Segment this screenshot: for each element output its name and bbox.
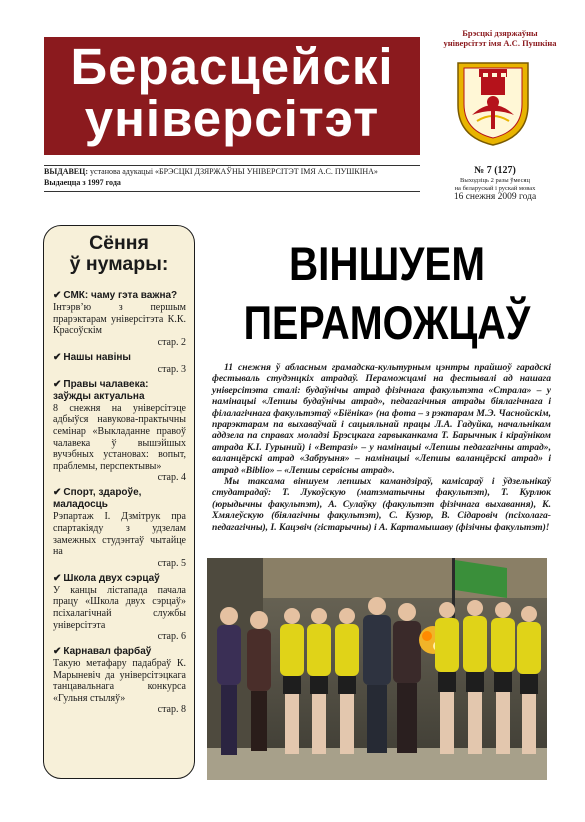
- contents-item-title: Правы чалавека: заўжды актуальна: [53, 378, 149, 402]
- issue-info: [420, 165, 570, 203]
- crest-icon: [455, 57, 531, 147]
- contents-item-page: стар. 5: [157, 557, 186, 569]
- publisher-label: ВЫДАВЕЦ:: [44, 167, 89, 176]
- contents-item-page: стар. 6: [157, 631, 186, 643]
- contents-item[interactable]: [53, 352, 186, 376]
- checkmark-icon: ✔: [53, 572, 62, 584]
- contents-item-desc: 8 снежня на універсітэце адбыўся навукова-практычны семінар «Выкладанне правоў чалавека ў вышэйшых вучэбных установах: вопыт, праблемы, перспектывы»: [53, 402, 186, 472]
- contents-item-title: Нашы навіны: [63, 351, 131, 363]
- contents-item-title: СМК: чаму гэта важна?: [63, 290, 178, 301]
- masthead-title-line2: універсітэт: [84, 90, 380, 147]
- publisher-text: установа адукацыі «БРЭСЦКІ ДЗЯРЖАЎНЫ УНІВЕРСІТЭТ ІМЯ А.С. ПУШКІНА»: [90, 167, 378, 176]
- header-rule-bottom: [44, 191, 420, 192]
- contents-item-page: стар. 4: [157, 472, 186, 484]
- issue-frequency: Выходзіць 2 разы ўмесяц: [460, 177, 530, 184]
- issue-number: № 7 (127): [474, 165, 516, 176]
- contents-item-desc: Такую метафару падабраў К. Марыневіч да універсітэцкага танцавальнага конкурса «Гульня стыляў»: [53, 658, 186, 704]
- group-photo: [207, 558, 547, 780]
- contents-item-desc: У канцы лістапада пачала працу «Школа двух сэрцаў» псіхалагічнай службы універсітэта: [53, 584, 186, 631]
- contents-list: [53, 290, 186, 719]
- headline-line1: ВІНШУЕМ: [288, 237, 485, 290]
- issue-languages: на беларускай і рускай мовах: [454, 184, 536, 192]
- contents-item-page: стар. 8: [157, 704, 186, 716]
- main-headline: [212, 238, 562, 349]
- publisher-line: [44, 167, 434, 177]
- publication-since: Выдаецца з 1997 года: [44, 178, 121, 187]
- article-text: [212, 362, 551, 533]
- masthead: [44, 37, 420, 155]
- contents-item-desc: Інтэрв’ю з першым прарэктарам універсітэта К.К. Красоўскім: [53, 302, 186, 337]
- contents-item-page: стар. 2: [157, 336, 186, 348]
- article-paragraph-1: 11 снежня ў абласным грамадска-культурным цэнтры прайшоў гарадскі фестываль студэнцкіх атрадаў. Пераможцамі на фестывалі ад нашага універсітэта сталі: будаўнічы атрад фізічнага факультэта «Страла» – у намінацыі «Лепшы будаўнічы атрад», педагагічныя атрады біялагічнага і філалагічнага факультэтаў «Біёніка» (на фота – з рэктарам М.Э. Часнойскім, прарэктарам па выхаваўчай і сацыяльнай працы Л.А. Гадуйка, начальнікам аддзела па справах моладзі Брэсцкага гарвыканкама Т. Барычнык і кіраўніком атрада К.І. Гурыний) і «Ветразі» – у намінацыі «Лепшы педагагічны атрад», валанцёрскі атрад «Забруыня» – намінацыі «Лепшы валанцёрскі атрад» і атрад «Biblio» – «Лепшы сервісны атрад».: [212, 362, 551, 476]
- contents-item-page: стар. 3: [157, 363, 186, 375]
- checkmark-icon: ✔: [53, 290, 62, 301]
- group-photo-illustration: [207, 558, 547, 780]
- headline-line2: ПЕРАМОЖЦАЎ: [243, 296, 531, 349]
- issue-date: 16 снежня 2009 года: [453, 192, 537, 202]
- contents-item-title: Школа двух сэрцаў: [63, 572, 160, 584]
- article-paragraph-2: Мы таксама віншуем лепшых камандзіраў, камісараў і ўдзельнікаў студатрадаў: Т. Лукоўскую (матэматычны факультэт), Т. Курлюк (юрыдычны факультэт), А. Сулаўку (факультэт фізічнага выхавання), К. Хмялеўскую (біялагічны факультэт), С. Кузюр, В. Сідаровіч (псіхолага-педагагічны), І. Кацэвіч (гістарычны) і А. Картамышаву (фізічны факультэт)!: [212, 476, 551, 533]
- sidebar-title-line2: ў нумары:: [69, 253, 169, 275]
- contents-item-title: Карнавал фарбаў: [63, 646, 152, 658]
- checkmark-icon: ✔: [53, 646, 62, 658]
- contents-sidebar: [43, 225, 195, 779]
- masthead-title-line1: Берасцейскі: [70, 38, 394, 95]
- header-rule-top: [44, 165, 420, 166]
- university-name-line2: універсітэт імя А.С. Пушкіна: [443, 38, 557, 48]
- contents-item[interactable]: [53, 573, 186, 643]
- university-crest-logo: [455, 57, 531, 147]
- sidebar-title-line1: Сёння: [89, 232, 149, 254]
- contents-item-title: Спорт, здароўе, маладосць: [53, 487, 142, 511]
- contents-item[interactable]: [53, 487, 186, 569]
- sidebar-title: [44, 233, 194, 275]
- checkmark-icon: ✔: [53, 487, 62, 499]
- contents-item[interactable]: [53, 379, 186, 485]
- checkmark-icon: ✔: [53, 378, 62, 390]
- checkmark-icon: ✔: [53, 351, 62, 363]
- university-name-line1: Брэсцкі дзяржаўны: [462, 28, 538, 38]
- contents-item-desc: Рэпартаж І. Дзмітрук пра спартакіяду з удзелам замежных студэнтаў чытайце на: [53, 511, 186, 558]
- contents-item[interactable]: [53, 290, 186, 349]
- university-name: [430, 28, 570, 48]
- contents-item[interactable]: [53, 646, 186, 716]
